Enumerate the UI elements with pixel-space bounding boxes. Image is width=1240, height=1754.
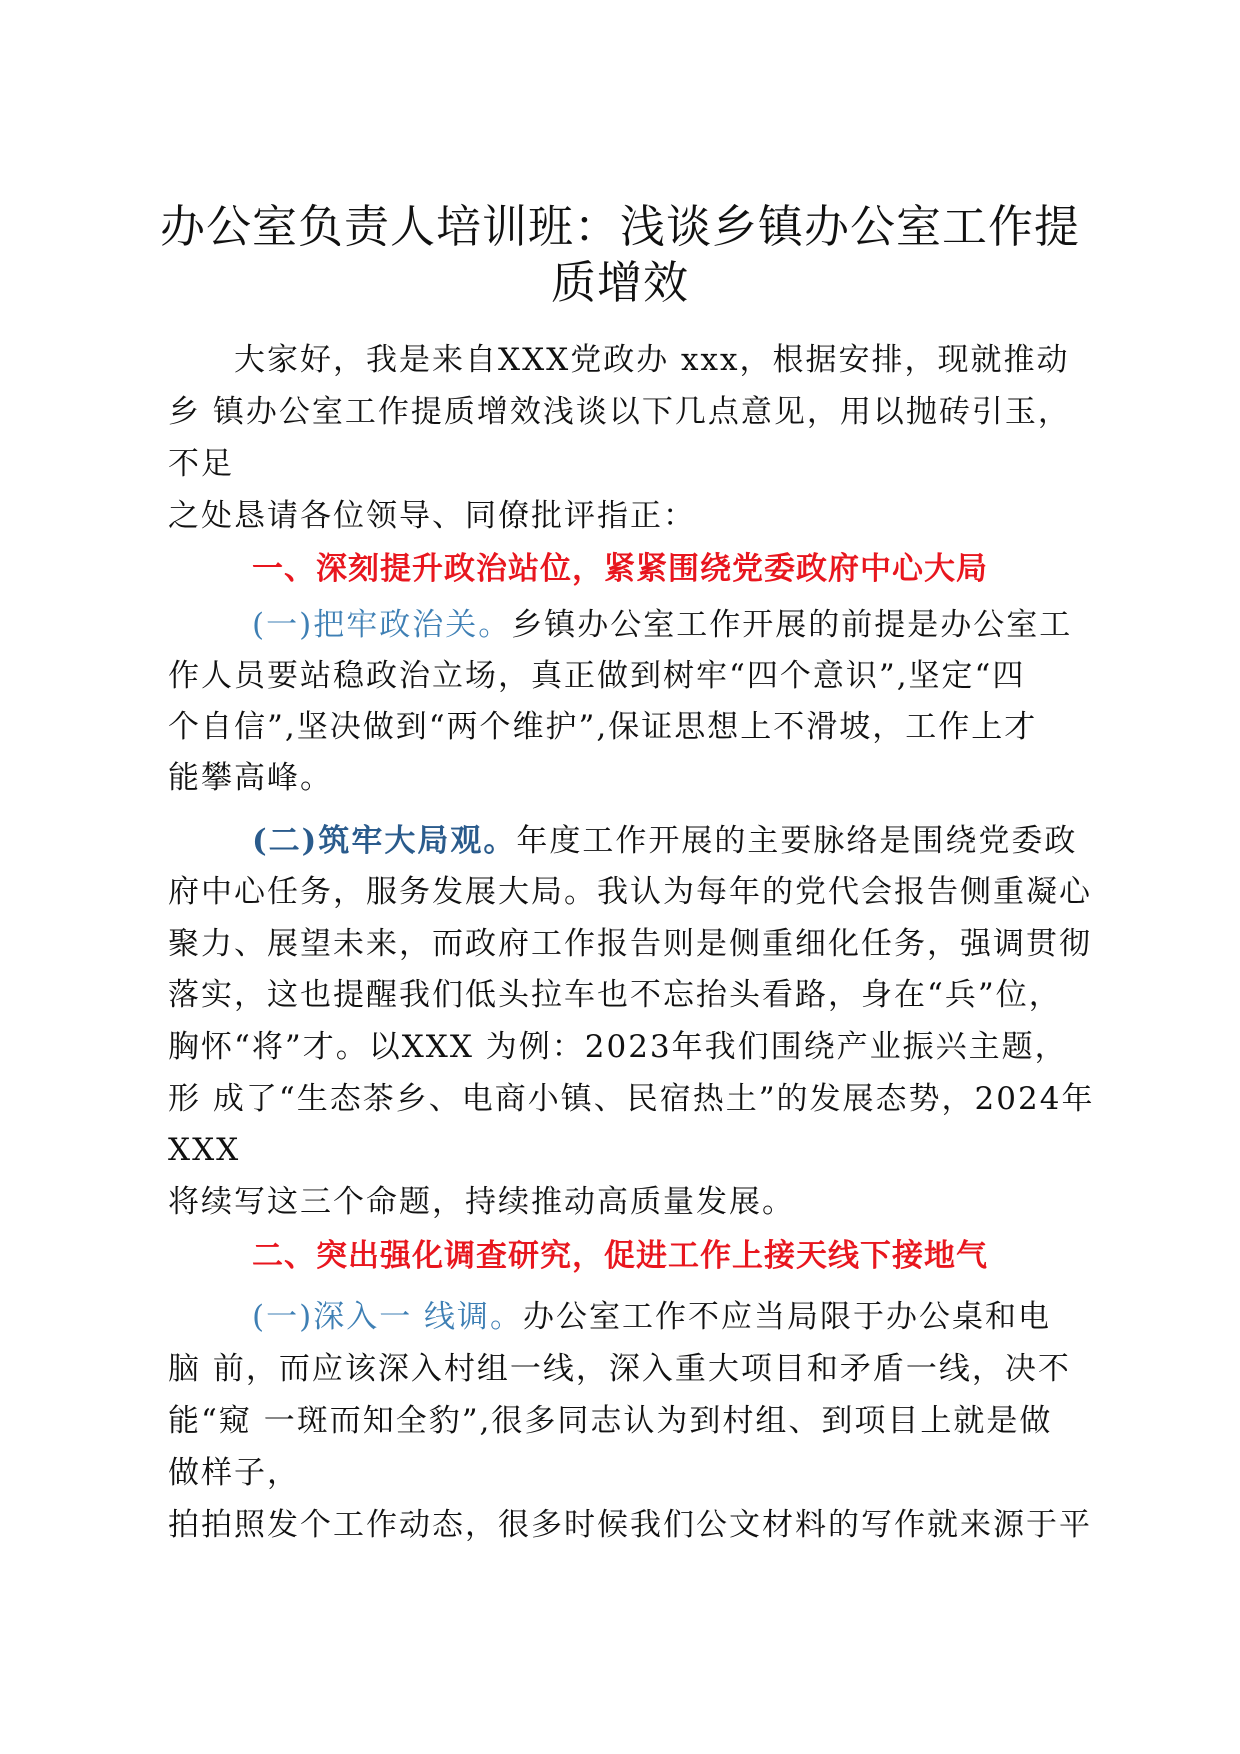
intro-line-4: 之处恳请各位领导、同僚批评指正： [168, 498, 696, 534]
section-2-item-1-first-line [252, 1297, 1051, 1337]
section-2-item-1-first-text: 办公室工作不应当局限于办公桌和电 [523, 1299, 1052, 1335]
section-2-item-1-line-4: 做样子， [168, 1455, 300, 1491]
intro-line-2: 乡 镇办公室工作提质增效浅谈以下几点意见，用以抛砖引玉， [168, 394, 1071, 430]
section-1-item-2-line-8: 将续写这三个命题，持续推动高质量发展。 [168, 1184, 795, 1220]
section-1-item-2-line-6: 形 成了“生态茶乡、电商小镇、民宿热土”的发展态势，2024年 [168, 1081, 1095, 1117]
section-2-heading: 二、突出强化调查研究，促进工作上接天线下接地气 [252, 1238, 988, 1274]
section-1-item-2-line-5: 胸怀“将”才。以XXX 为例：2023年我们围绕产业振兴主题， [168, 1029, 1068, 1065]
section-2-item-1-line-2: 脑 前，而应该深入村组一线，深入重大项目和矛盾一线，决不 [168, 1351, 1071, 1387]
intro-line-3: 不足 [168, 446, 234, 482]
section-1-item-2-line-4: 落实，这也提醒我们低头拉车也不忘抬头看路，身在“兵”位， [168, 977, 1062, 1013]
document-title-line-2: 质增效 [550, 256, 689, 309]
document-title-line-1: 办公室负责人培训班：浅谈乡镇办公室工作提 [159, 200, 1080, 253]
intro-line-1: 大家好，我是来自XXX党政办 xxx，根据安排，现就推动 [234, 342, 1070, 378]
section-1-item-1-line-4: 能攀高峰。 [168, 760, 333, 796]
section-1-item-1-line-3: 个自信”,坚决做到“两个维护”,保证思想上不滑坡，工作上才 [168, 709, 1038, 745]
section-1-item-2-line-7: XXX [168, 1132, 241, 1168]
section-1-item-2-first-text: 年度工作开展的主要脉络是围绕党委政 [516, 823, 1078, 859]
section-1-item-1-subheading: (一)把牢政治关。 [252, 607, 512, 643]
section-1-item-2-first-line [252, 821, 1077, 861]
section-1-item-2-subheading: (二)筑牢大局观。 [252, 823, 517, 859]
section-1-item-2-line-2: 府中心任务，服务发展大局。我认为每年的党代会报告侧重凝心 [168, 874, 1092, 910]
section-1-item-2-line-3: 聚力、展望未来，而政府工作报告则是侧重细化任务，强调贯彻 [168, 926, 1092, 962]
section-2-item-1-line-3: 能“窥 一斑而知全豹”,很多同志认为到村组、到项目上就是做 [168, 1403, 1053, 1439]
section-1-item-1-line-2: 作人员要站稳政治立场，真正做到树牢“四个意识”,坚定“四 [168, 658, 1026, 694]
section-1-item-1-first-line [252, 605, 1072, 645]
section-1-heading: 一、深刻提升政治站位，紧紧围绕党委政府中心大局 [252, 551, 988, 587]
section-2-item-1-subheading: (一)深入一 线调。 [252, 1299, 524, 1335]
section-2-item-1-line-5: 拍拍照发个工作动态，很多时候我们公文材料的写作就来源于平 [168, 1507, 1092, 1543]
section-1-item-1-first-text: 乡镇办公室工作开展的前提是办公室工 [511, 607, 1073, 643]
